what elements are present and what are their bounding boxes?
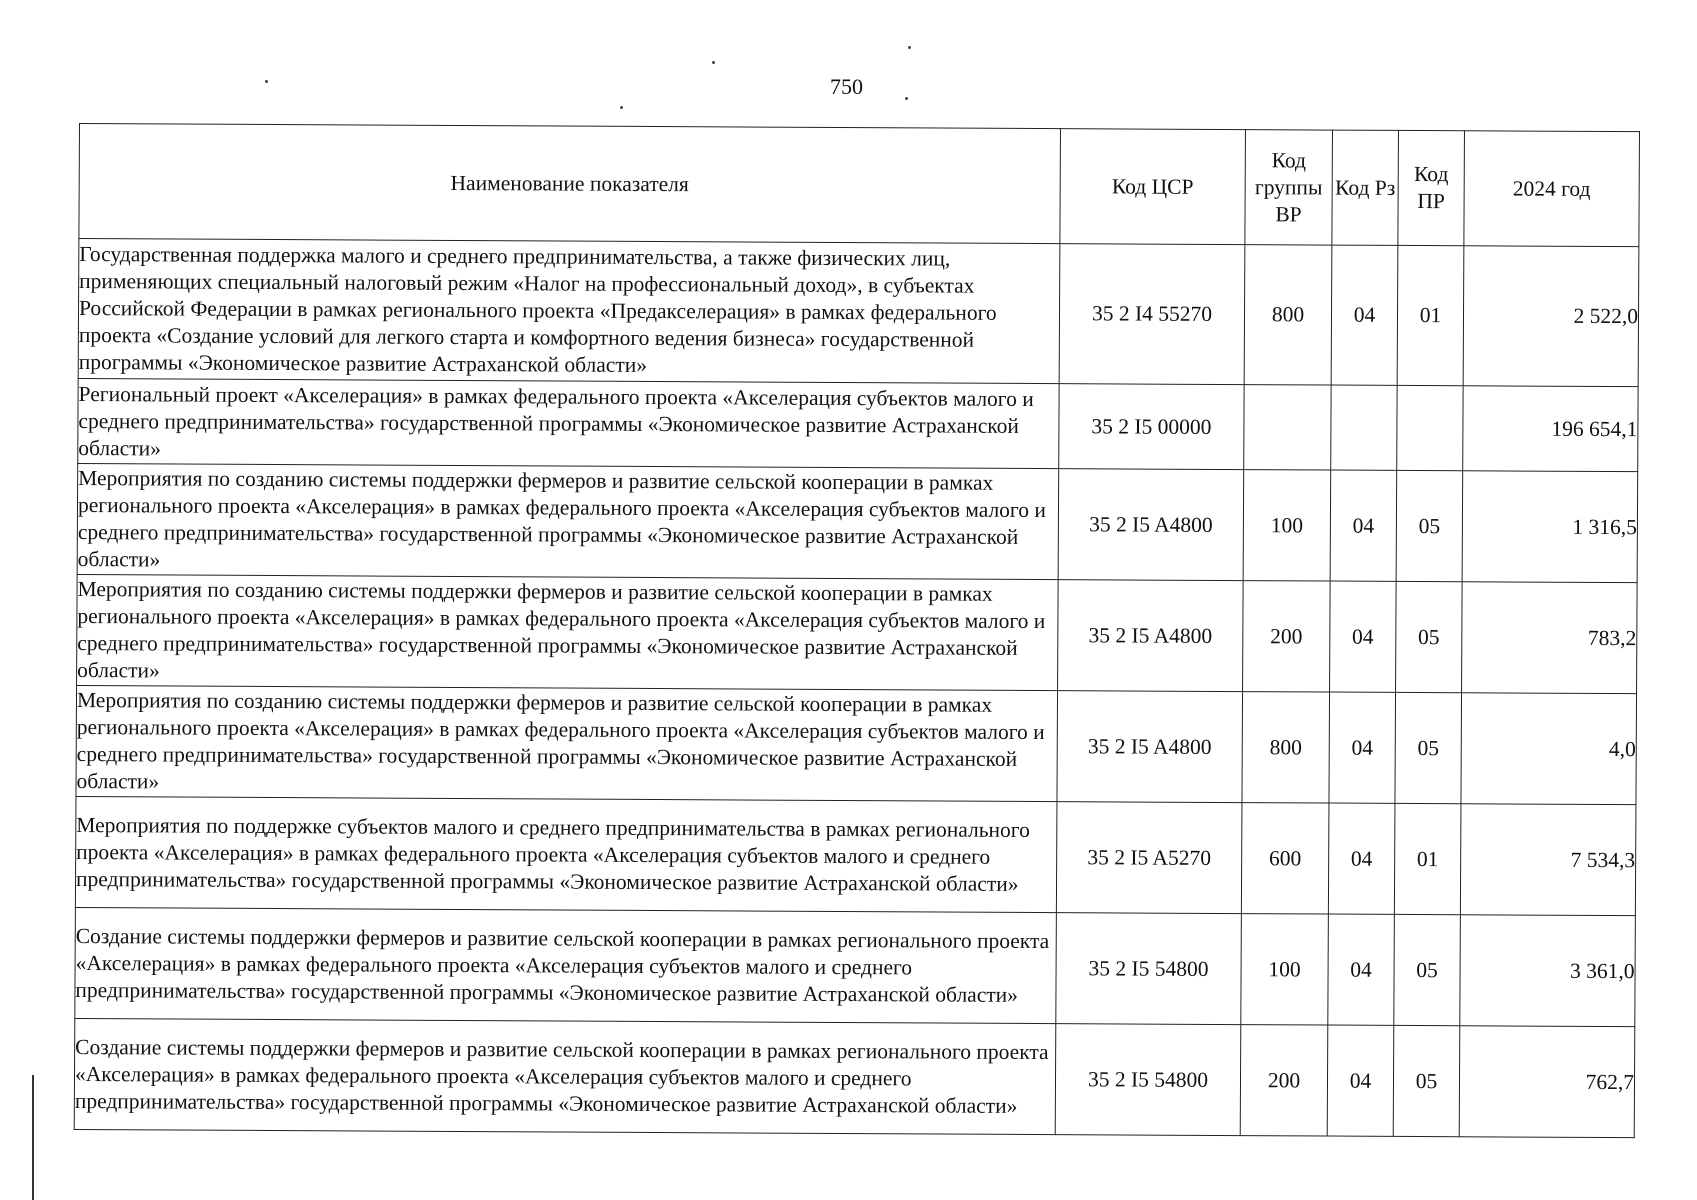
- table-row: [78, 378, 1638, 471]
- table-row: [75, 796, 1636, 915]
- row-vr: 200: [1243, 581, 1331, 692]
- table-row: [76, 685, 1637, 804]
- table-row: [75, 907, 1636, 1026]
- scan-speck: [908, 46, 911, 49]
- row-vr: 600: [1241, 803, 1329, 914]
- row-pr: 05: [1396, 581, 1463, 692]
- row-amount: 783,2: [1462, 582, 1638, 694]
- row-name: Создание системы поддержки фермеров и развитие сельской кооперации в рамках регионального проекта «Акселерация» в рамках федерального проекта «Акселерация субъектов малого и среднего предпринимательства» государственной программы «Экономическое развитие Астраханской области»: [75, 907, 1057, 1023]
- row-vr: 800: [1244, 245, 1332, 385]
- table-row: [77, 463, 1638, 582]
- row-amount: 196 654,1: [1463, 386, 1638, 472]
- table-row: [74, 1018, 1635, 1137]
- header-pr: Код ПР: [1398, 130, 1465, 245]
- row-csr: 35 2 I4 55270: [1059, 244, 1245, 385]
- header-rz: Код Рз: [1332, 130, 1399, 245]
- row-name: Государственная поддержка малого и среднего предпринимательства, а также физических лиц, применяющих специальный налоговый режим «Налог на профессиональный доход», в субъектах Российской Федерации в рамках регионального проекта «Предакселерация» в рамках федерального проекта «Создание условий для легкого старта и комфортного ведения бизнеса» государственной программы «Экономическое развитие Астраханской области»: [78, 239, 1060, 384]
- header-csr: Код ЦСР: [1060, 129, 1246, 245]
- row-amount: 1 316,5: [1462, 471, 1638, 583]
- row-amount: 762,7: [1459, 1026, 1635, 1138]
- row-amount: 4,0: [1461, 693, 1637, 805]
- row-csr: 35 2 I5 54800: [1055, 1024, 1241, 1136]
- row-vr: 800: [1242, 692, 1330, 803]
- header-year: 2024 год: [1464, 131, 1640, 247]
- row-rz: 04: [1330, 470, 1397, 581]
- scan-speck: [905, 97, 908, 100]
- table-row: [77, 574, 1638, 693]
- scan-edge-line: [32, 1075, 34, 1200]
- row-csr: 35 2 I5 A4800: [1058, 469, 1244, 581]
- row-vr: 100: [1243, 470, 1331, 581]
- row-pr: [1397, 385, 1463, 470]
- row-rz: 04: [1330, 581, 1397, 692]
- header-name: Наименование показателя: [79, 124, 1061, 244]
- row-rz: 04: [1328, 803, 1395, 914]
- row-csr: 35 2 I5 A4800: [1058, 580, 1244, 692]
- table-header-row: [79, 124, 1640, 247]
- row-pr: 05: [1394, 914, 1461, 1025]
- scan-speck: [620, 106, 623, 109]
- row-vr: 200: [1240, 1025, 1328, 1136]
- header-vr: Код группы ВР: [1245, 130, 1333, 245]
- row-rz: 04: [1331, 245, 1398, 385]
- page-number: 750: [830, 74, 863, 99]
- row-name: Мероприятия по созданию системы поддержки фермеров и развитие сельской кооперации в рамках регионального проекта «Акселерация» в рамках федерального проекта «Акселерация субъектов малого и среднего предпринимательства» государственной программы «Экономическое развитие Астраханской области»: [77, 574, 1059, 690]
- row-csr: 35 2 I5 A4800: [1057, 691, 1243, 803]
- row-pr: 01: [1394, 803, 1461, 914]
- row-rz: [1331, 385, 1397, 470]
- row-rz: 04: [1327, 1025, 1394, 1136]
- row-rz: 04: [1328, 914, 1395, 1025]
- scan-speck: [265, 80, 268, 83]
- row-name: Мероприятия по поддержке субъектов малого и среднего предпринимательства в рамках регионального проекта «Акселерация» в рамках федерального проекта «Акселерация субъектов малого и среднего предпринимательства» государственной программы «Экономическое развитие Астраханской области»: [75, 796, 1057, 912]
- row-name: Мероприятия по созданию системы поддержки фермеров и развитие сельской кооперации в рамках регионального проекта «Акселерация» в рамках федерального проекта «Акселерация субъектов малого и среднего предпринимательства» государственной программы «Экономическое развитие Астраханской области»: [77, 463, 1059, 579]
- row-pr: 05: [1393, 1025, 1460, 1136]
- row-vr: 100: [1241, 914, 1329, 1025]
- row-pr: 01: [1397, 245, 1464, 385]
- row-amount: 2 522,0: [1463, 246, 1639, 387]
- row-csr: 35 2 I5 54800: [1056, 913, 1242, 1025]
- row-csr: 35 2 I5 A5270: [1056, 802, 1242, 914]
- row-amount: 3 361,0: [1460, 915, 1636, 1027]
- row-vr: [1244, 385, 1331, 470]
- row-pr: 05: [1396, 470, 1463, 581]
- scan-speck: [712, 61, 715, 64]
- budget-table: [74, 123, 1640, 1138]
- table-row: [78, 239, 1639, 387]
- row-pr: 05: [1395, 692, 1462, 803]
- row-name: Мероприятия по созданию системы поддержки фермеров и развитие сельской кооперации в рамках регионального проекта «Акселерация» в рамках федерального проекта «Акселерация субъектов малого и среднего предпринимательства» государственной программы «Экономическое развитие Астраханской области»: [76, 685, 1058, 801]
- row-csr: 35 2 I5 00000: [1059, 384, 1244, 470]
- row-rz: 04: [1329, 692, 1396, 803]
- row-name: Региональный проект «Акселерация» в рамках федерального проекта «Акселерация субъектов малого и среднего предпринимательства» государственной программы «Экономическое развитие Астраханской области»: [78, 378, 1059, 468]
- row-name: Создание системы поддержки фермеров и развитие сельской кооперации в рамках регионального проекта «Акселерация» в рамках федерального проекта «Акселерация субъектов малого и среднего предпринимательства» государственной программы «Экономическое развитие Астраханской области»: [74, 1018, 1056, 1134]
- row-amount: 7 534,3: [1460, 804, 1636, 916]
